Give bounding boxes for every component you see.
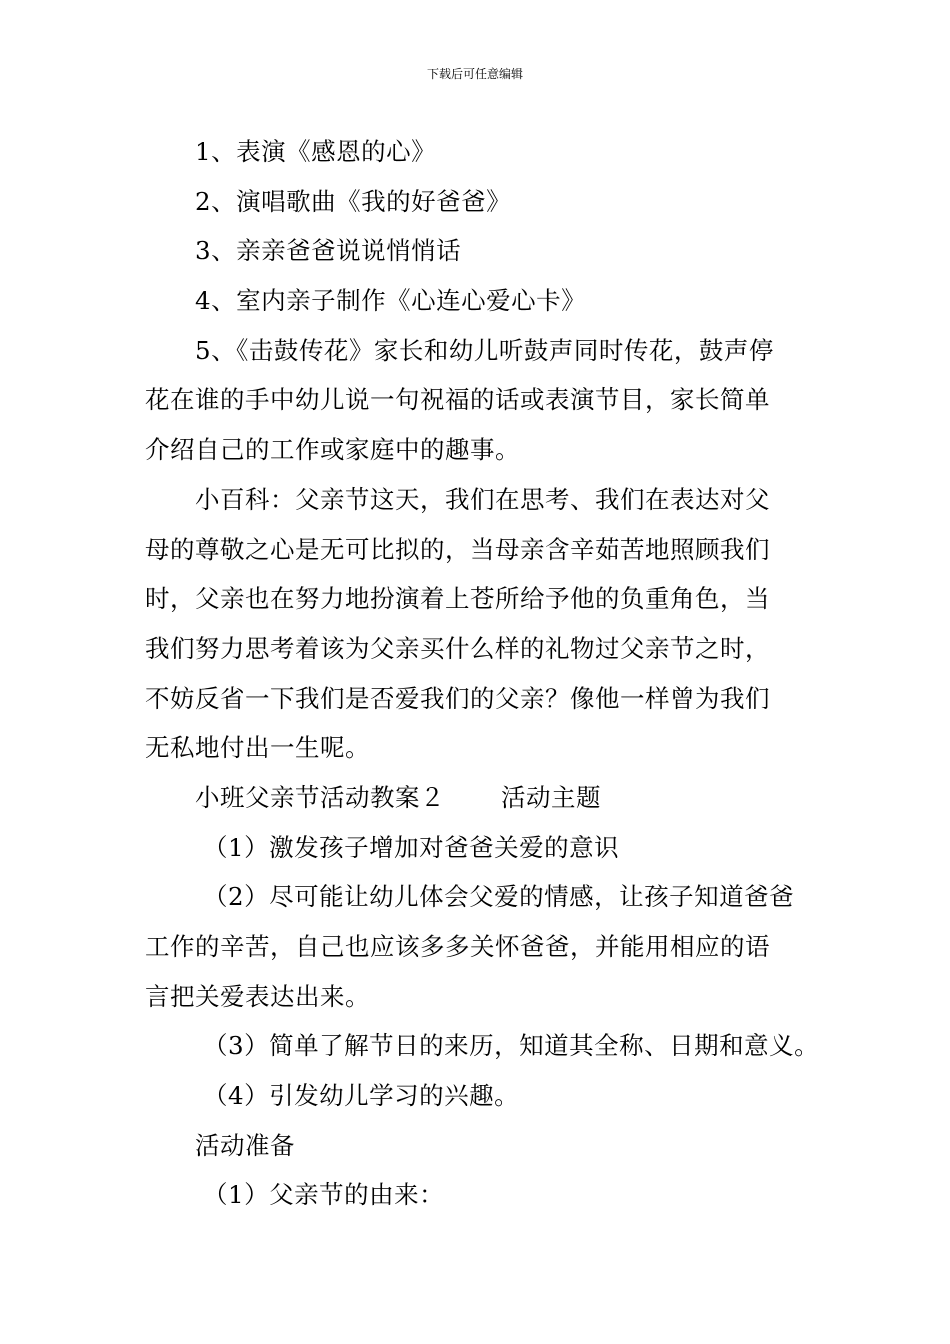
goal-item: （1）激发孩子增加对爸爸关爱的意识: [203, 832, 620, 862]
document-body: [145, 127, 820, 1220]
paragraph-line: 花在谁的手中幼儿说一句祝福的话或表演节目，家长简单: [145, 385, 770, 415]
page-header-note: 下载后可任意编辑: [426, 67, 523, 81]
paragraph-line: 工作的辛苦，自己也应该多多关怀爸爸，并能用相应的语: [145, 932, 770, 961]
paragraph-line: 无私地付出一生呢。: [145, 733, 370, 763]
paragraph-line: 5、《击鼓传花》家长和幼儿听鼓声同时传花，鼓声停: [195, 335, 774, 365]
list-item: 3、亲亲爸爸说说悄悄话: [195, 236, 462, 266]
prep-item: （1）父亲节的由来：: [203, 1180, 445, 1210]
goal-item: （3）简单了解节日的来历，知道其全称、日期和意义。: [203, 1031, 820, 1061]
paragraph-line: 小百科：父亲节这天，我们在思考、我们在表达对父: [195, 484, 770, 514]
list-item: 1、表演《感恩的心》: [195, 137, 437, 166]
section-heading: 活动准备: [195, 1130, 295, 1160]
plan-theme: 活动主题: [501, 782, 601, 812]
list-item: 4、室内亲子制作《心连心爱心卡》: [195, 286, 587, 316]
paragraph-line: 我们努力思考着该为父亲买什么样的礼物过父亲节之时，: [145, 633, 770, 663]
section-heading: [145, 773, 807, 823]
list-item: 2、演唱歌曲《我的好爸爸》: [195, 186, 512, 216]
paragraph-line: 时，父亲也在努力地扮演着上苍所给予他的负重角色，当: [145, 584, 770, 614]
goal-item: （4）引发幼儿学习的兴趣。: [203, 1081, 520, 1111]
paragraph-line: （2）尽可能让幼儿体会父爱的情感，让孩子知道爸爸: [203, 882, 795, 912]
paragraph-line: 不妨反省一下我们是否爱我们的父亲？像他一样曾为我们: [145, 683, 770, 713]
paragraph-line: 母的尊敬之心是无可比拟的，当母亲含辛茹苦地照顾我们: [145, 534, 770, 564]
plan-title: 小班父亲节活动教案２: [195, 782, 445, 812]
paragraph-line: 介绍自己的工作或家庭中的趣事。: [145, 435, 520, 465]
paragraph-line: 言把关爱表达出来。: [145, 981, 370, 1011]
